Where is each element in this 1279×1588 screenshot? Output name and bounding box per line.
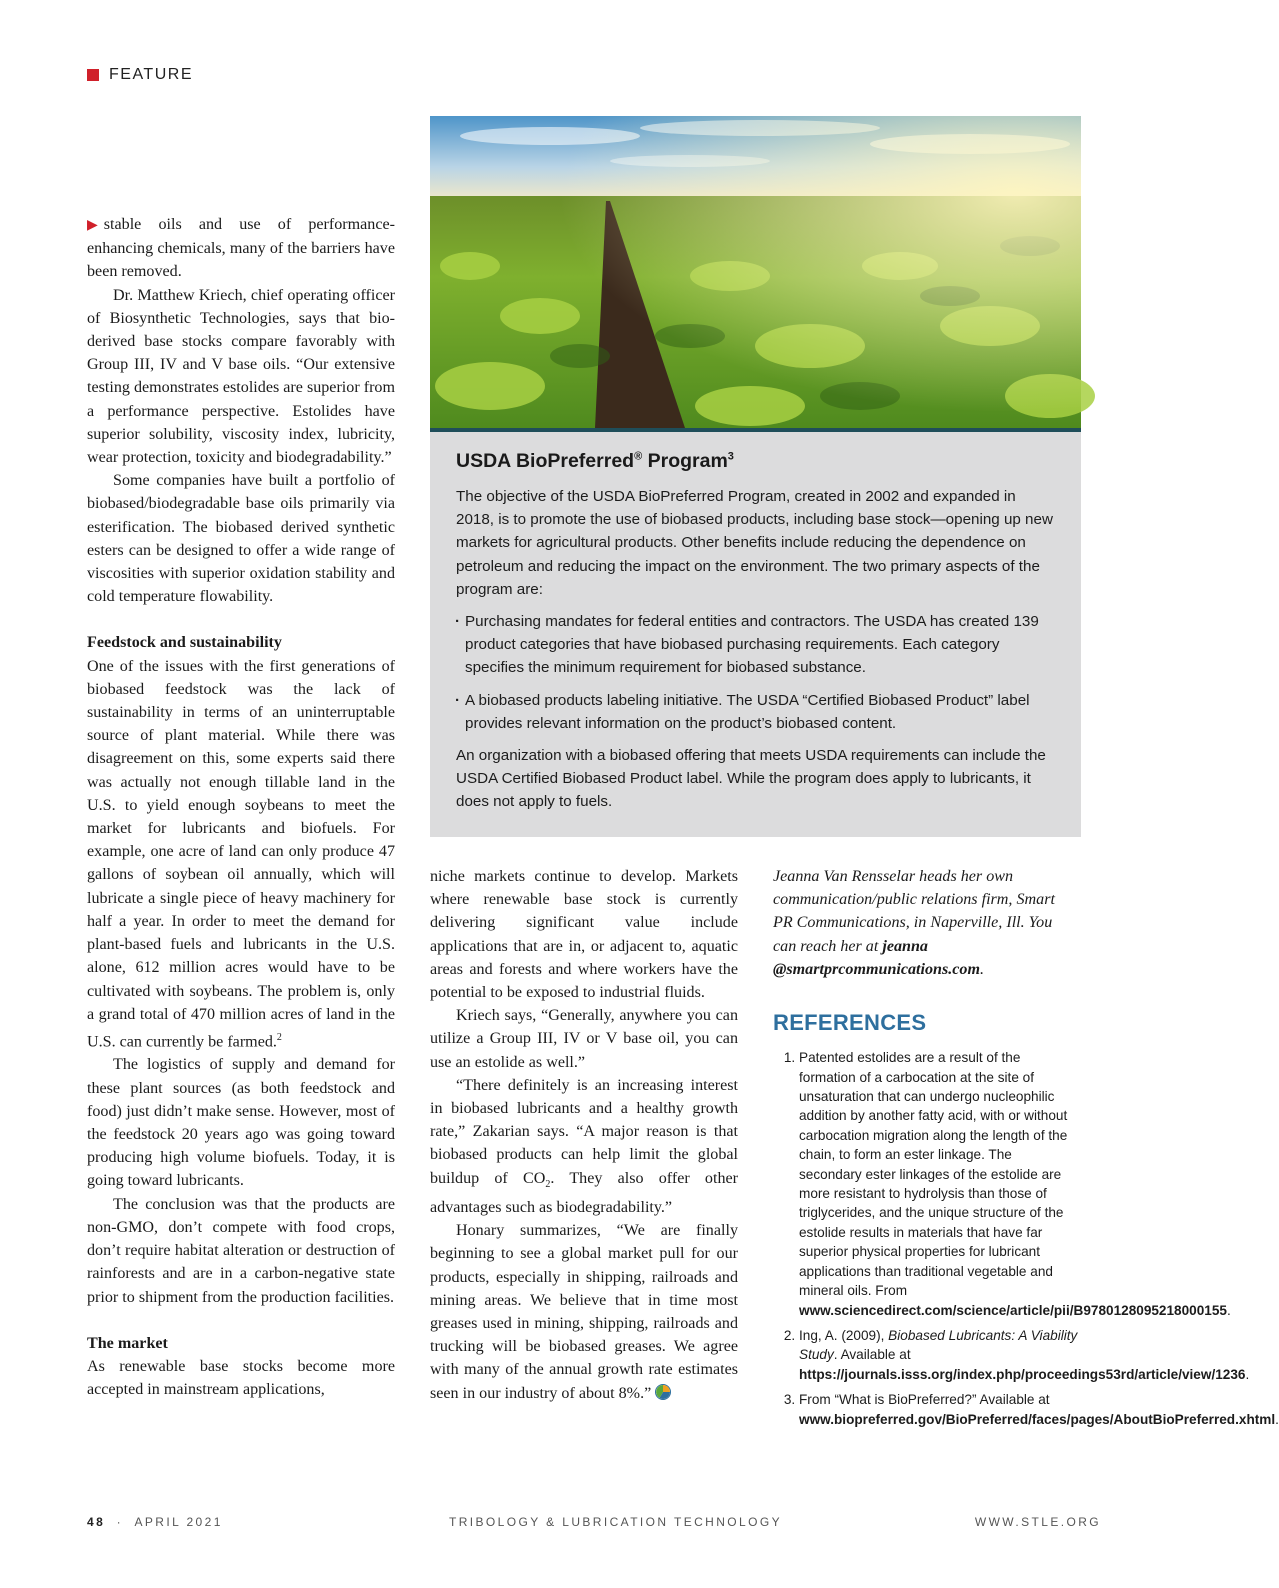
section-label-text: FEATURE <box>109 66 193 83</box>
footer-page-info: 48 · APRIL 2021 <box>87 1515 223 1529</box>
sidebar-closing: An organization with a biobased offering that meets USDA requirements can include the USDA Certified Biobased Product label. While the program does apply to lubricants, it does not apply to fuels. <box>456 747 1046 811</box>
issue-date: APRIL 2021 <box>134 1515 223 1529</box>
sidebar-intro: The objective of the USDA BioPreferred Program, created in 2002 and expanded in 2018, is to promote the use of biobased products, including base stock—opening up new markets for agricultural products. Other benefits include reducing the dependence on petroleum and reducing the impact on the environment. The two primary aspects of the program are: <box>456 488 1053 598</box>
sidebar-bullet: · Purchasing mandates for federal entities and contractors. The USDA has created 139 product categories that have biobased purchasing requirements. Each category specifies the minimum requirement for biobased substance. <box>456 610 1055 680</box>
continuation-arrow-icon: ▶ <box>87 218 98 233</box>
section-label <box>87 66 193 84</box>
stle-end-mark-icon <box>655 1384 671 1400</box>
subheading: The market <box>87 1334 168 1352</box>
column-right <box>773 865 1279 1435</box>
references-list <box>773 1048 1279 1429</box>
paragraph: niche markets continue to develop. Markets where renewable base stock is currently delivering significant value include applications that are in, or adjacent to, aquatic areas and forests and where workers have the potential to be exposed to industrial fluids. <box>430 868 738 1002</box>
reference-item: 3. From “What is BioPreferred?” Available at www.biopreferred.gov/BioPreferred/faces/pages/AboutBioPreferred.xhtml. <box>799 1390 1078 1429</box>
author-bio: Jeanna Van Rensselar heads her own communication/public relations firm, Smart PR Communications, in Naperville, Ill. You can reach her at jeanna @smartprcommunications.com. <box>773 868 1055 978</box>
sidebar-title: USDA BioPreferred® Program$^3$ <box>456 450 734 472</box>
reference-link[interactable]: www.sciencedirect.com/science/article/pii/B9780128095218000155 <box>799 1302 1227 1318</box>
usda-biopreferred-sidebar <box>430 432 1081 837</box>
reference-item: 1. Patented estolides are a result of the formation of a carbocation at the site of unsaturation that can undergo nucleophilic addition by another fatty acid, with or without carbocation migration along the length of the chain, to form an ester linkage. The secondary ester linkages of the estolide are more resistant to hydrolysis than those of triglycerides, and the unique structure of the estolide results in materials that have far superior physical properties for lubricant applications than traditional vegetable and mineral oils. From www.sciencedirect.com/science/article/pii/B9780128095218000155. <box>799 1048 1078 1320</box>
paragraph: Some companies have built a portfolio of biobased/biodegradable base oils primarily via esterification. The biobased derived synthetic esters can be designed to offer a wide range of viscosities with superior oxidation stability and cold temperature flowability. <box>87 472 395 606</box>
site-url[interactable]: WWW.STLE.ORG <box>974 1515 1101 1529</box>
column-left <box>87 213 395 1401</box>
subheading: Feedstock and sustainability <box>87 634 282 652</box>
author-email[interactable]: jeanna @smartprcommunications.com <box>773 937 980 978</box>
reference-link[interactable]: www.biopreferred.gov/BioPreferred/faces/pages/AboutBioPreferred.xhtml <box>799 1411 1276 1427</box>
soybean-field-photo <box>430 116 1081 432</box>
paragraph: Honary summarizes, “We are finally beginning to see a global market pull for our products, especially in shipping, railroads and mining areas. We believe that in time most greases used in mining, shipping, railroads and trucking will be biobased greases. We agree with many of the annual growth rate estimates seen in our industry of about 8%.” <box>430 1222 738 1402</box>
paragraph: As renewable base stocks become more accepted in mainstream applications, <box>87 1357 395 1399</box>
sidebar-bullet: · A biobased products labeling initiative. The USDA “Certified Biobased Product” label provides relevant information on the product’s biobased content. <box>456 689 1055 735</box>
page-number: 48 <box>87 1515 106 1529</box>
column-middle <box>430 865 738 1405</box>
references-heading: REFERENCES <box>773 1010 927 1036</box>
red-square-icon <box>87 69 99 81</box>
reference-item: 2. Ing, A. (2009), Biobased Lubricants: A Viability Study. Available at https://journals.isss.org/index.php/proceedings53rd/article/view/1236. <box>799 1326 1078 1384</box>
reference-link[interactable]: https://journals.isss.org/index.php/proceedings53rd/article/view/1236 <box>799 1366 1246 1382</box>
paragraph: ▶ stable oils and use of performance-enhancing chemicals, many of the barriers have been removed. <box>87 216 395 281</box>
paragraph: The conclusion was that the products are non-GMO, don’t compete with food crops, don’t require habitat alteration or destruction of rainforests and are in a carbon-negative state prior to shipment from the production facilities. <box>87 1195 395 1306</box>
paragraph: One of the issues with the first generations of biobased feedstock was the lack of sustainability in terms of an uninterruptable source of plant material. While there was disagreement on this, some experts said there was actually not enough tillable land in the U.S. to yield enough soybeans to meet the market for lubricants and biofuels. For example, one acre of land can only produce 47 gallons of soybean oil annually, which will lubricate a single piece of heavy machinery for half a year. In order to meet the demand for plant-based fuels and lubricants in the U.S. alone, 612 million acres would have to be cultivated with soybeans. The problem is, only a grand total of 470 million acres of land in the U.S. can currently be farmed.$^2$ <box>87 657 395 1051</box>
publication-name: TRIBOLOGY & LUBRICATION TECHNOLOGY <box>449 1515 782 1529</box>
paragraph: The logistics of supply and demand for these plant sources (as both feedstock and food) just didn’t make sense. However, most of the feedstock 20 years ago was going toward producing high volume biofuels. Today, it is going toward lubricants. <box>87 1056 395 1190</box>
paragraph: Dr. Matthew Kriech, chief operating officer of Biosynthetic Technologies, says that bio-derived base stocks compare favorably with Group III, IV and V base oils. “Our extensive testing demonstrates estolides are superior from a performance perspective. Estolides have superior solubility, viscosity index, lubricity, wear protection, toxicity and biodegradability.” <box>87 286 395 467</box>
paragraph: Kriech says, “Generally, anywhere you can utilize a Group III, IV or V base oil, you can use an estolide as well.” <box>430 1007 738 1071</box>
paragraph: “There definitely is an increasing interest in biobased lubricants and a healthy growth rate,” Zakarian says. “A major reason is that biobased products can help limit the global buildup of $CO_2$. They also offer other advantages such as biodegradability.” <box>430 1076 738 1217</box>
